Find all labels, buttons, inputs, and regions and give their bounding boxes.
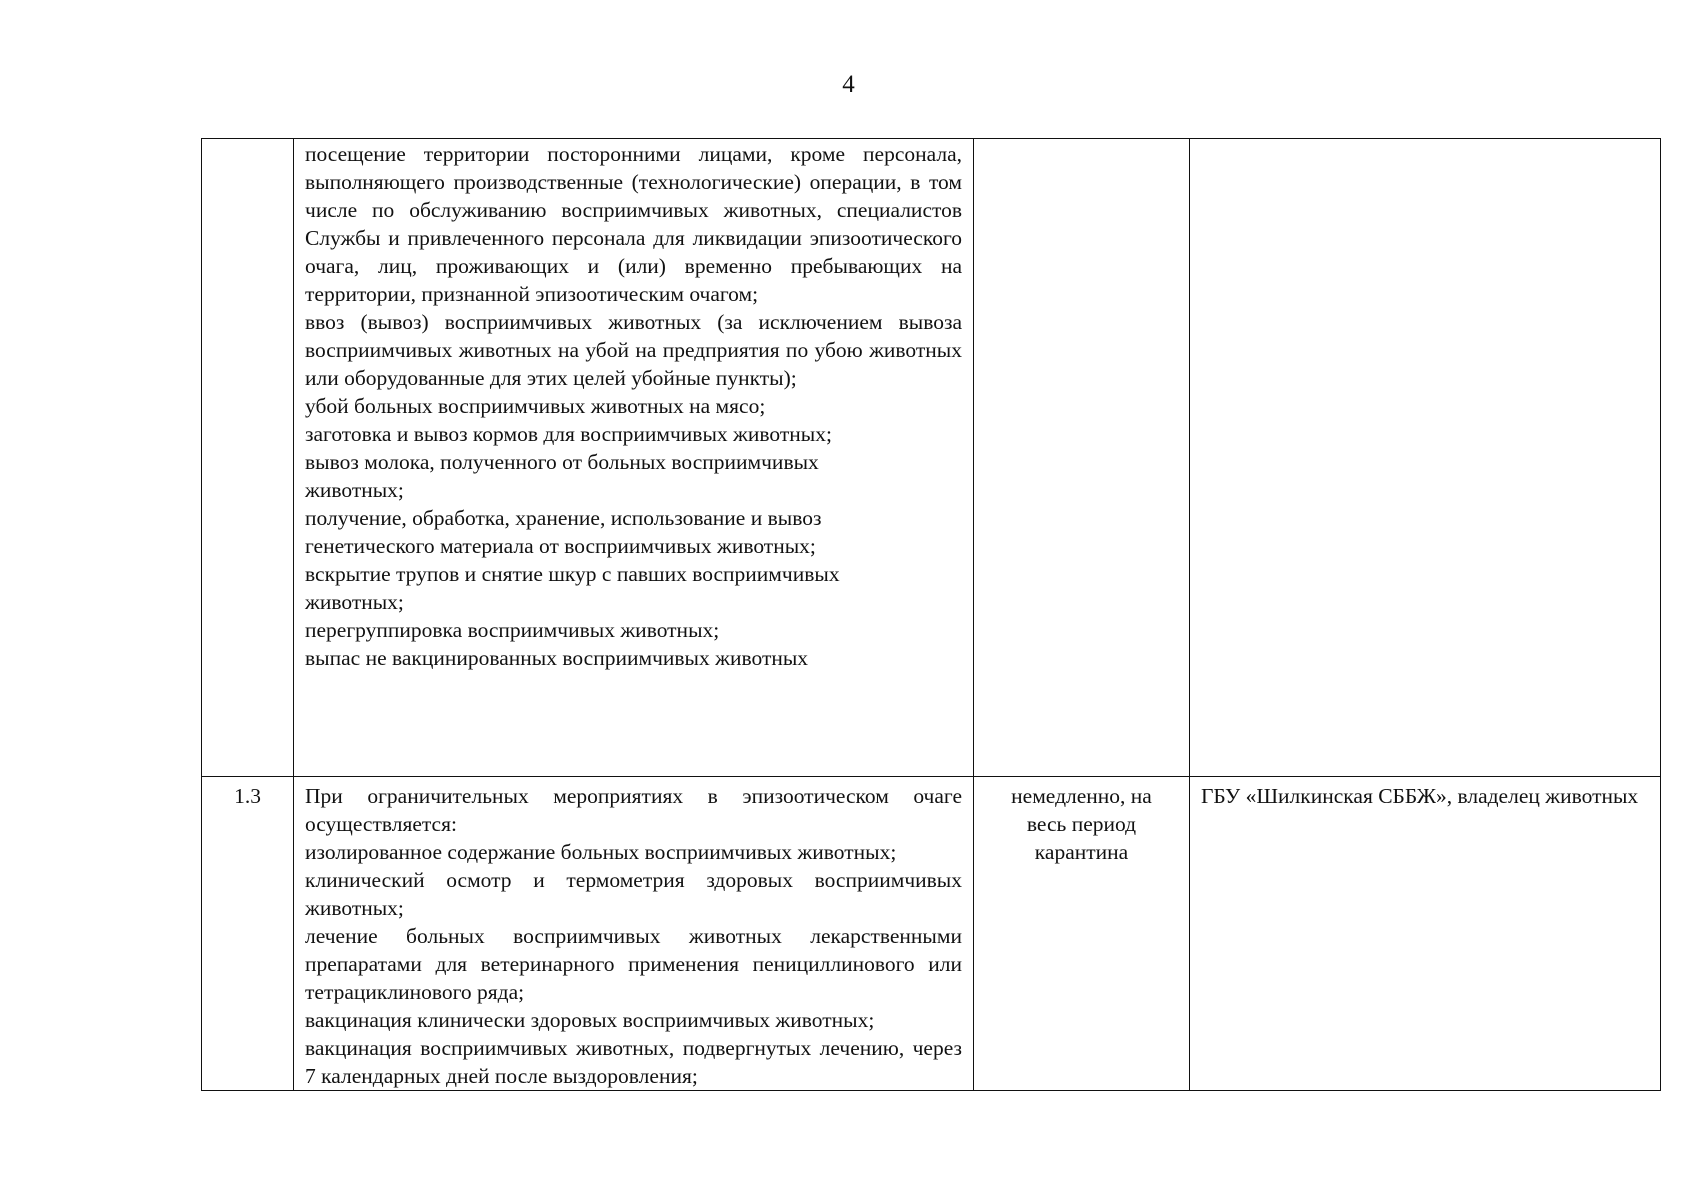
measure-item: заготовка и вывоз кормов для восприимчивых животных; bbox=[305, 422, 832, 446]
measure-item: вакцинация восприимчивых животных, подвергнутых лечению, через 7 календарных дней после выздоровления; bbox=[305, 1036, 962, 1088]
row-number-cell bbox=[202, 139, 294, 777]
page-number: 4 bbox=[842, 71, 855, 98]
measure-item: клинический осмотр и термометрия здоровых восприимчивых животных; bbox=[305, 868, 962, 920]
measure-item: вывоз молока, полученного от больных восприимчивых животных; bbox=[305, 450, 819, 502]
measure-item: изолированное содержание больных восприимчивых животных; bbox=[305, 840, 897, 864]
measure-item: ввоз (вывоз) восприимчивых животных (за исключением вывоза восприимчивых животных на убой на предприятия по убою животных или оборудованные для этих целей убойные пункты); bbox=[305, 310, 962, 390]
measures-table bbox=[201, 138, 1661, 1091]
term-text: немедленно, на весь период карантина bbox=[1011, 784, 1152, 864]
responsible-cell bbox=[1190, 777, 1661, 1091]
term-cell bbox=[974, 139, 1190, 777]
measure-cell bbox=[294, 139, 974, 777]
measure-item: выпас не вакцинированных восприимчивых животных bbox=[305, 646, 809, 670]
responsible-cell bbox=[1190, 139, 1661, 777]
table-row bbox=[202, 139, 1661, 777]
term-cell bbox=[974, 777, 1190, 1091]
measure-item: При ограничительных мероприятиях в эпизоотическом очаге осуществляется: bbox=[305, 784, 962, 836]
measure-item: вакцинация клинически здоровых восприимчивых животных; bbox=[305, 1008, 875, 1032]
measure-item: убой больных восприимчивых животных на мясо; bbox=[305, 394, 766, 418]
measure-cell bbox=[294, 777, 974, 1091]
measure-item: посещение территории посторонними лицами, кроме персонала, выполняющего производственные (технологические) операции, в том числе по обслуживанию восприимчивых животных, специалистов Службы и привлеченного персонала для ликвидации эпизоотического очага, лиц, проживающих и (или) временно пребывающих на территории, признанной эпизоотическим очагом; bbox=[305, 142, 962, 306]
measure-item: перегруппировка восприимчивых животных; bbox=[305, 618, 720, 642]
measure-item: лечение больных восприимчивых животных лекарственными препаратами для ветеринарного применения пенициллинового или тетрациклинового ряда; bbox=[305, 924, 962, 1004]
measure-item: вскрытие трупов и снятие шкур с павших восприимчивых животных; bbox=[305, 562, 840, 614]
responsible-text: ГБУ «Шилкинская СББЖ», владелец животных bbox=[1201, 784, 1639, 808]
measure-item: получение, обработка, хранение, использование и вывоз генетического материала от восприимчивых животных; bbox=[305, 506, 822, 558]
table-row bbox=[202, 777, 1661, 1091]
row-number-cell: 1.3 bbox=[202, 777, 294, 1091]
